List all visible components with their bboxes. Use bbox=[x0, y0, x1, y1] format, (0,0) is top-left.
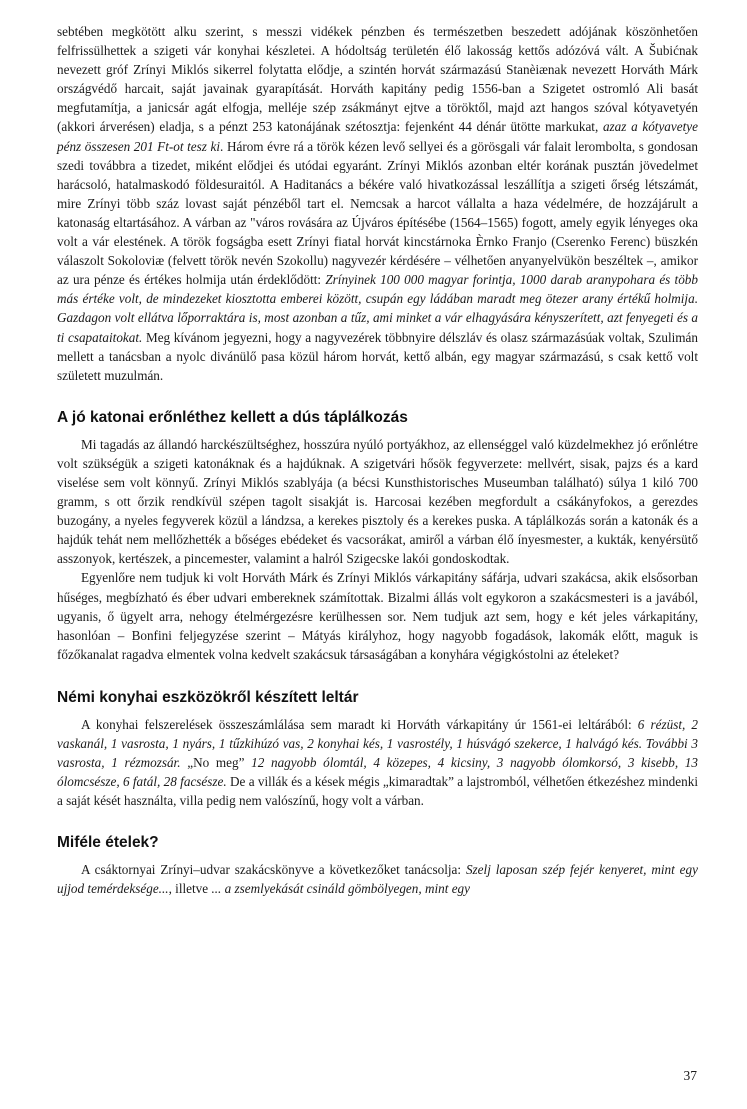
page-number: 37 bbox=[683, 1068, 697, 1083]
paragraph-inventory bbox=[57, 715, 698, 810]
paragraph-intro-italic-1: azaz a kótyavetye pénz összesen 201 Ft-ot tesz ki bbox=[57, 119, 698, 154]
page-body bbox=[57, 22, 698, 899]
paragraph-inventory-text-2: „No meg” bbox=[180, 755, 252, 771]
paragraph-intro bbox=[57, 22, 698, 385]
paragraph-cooks: Egyenlőre nem tudjuk ki volt Horváth Márk és Zrínyi Miklós várkapitány sáfárja, udvari szakácsa, akik elsősorban hűséges, megbízható és éber udvari embereknek számítottak. Bizalmi állás volt egykoron a szakácsmesteri is a javából, ugyanis, ő ügyelt arra, nehogy ételmérgezésre kerülhessen sor. Nem tudjuk azt sem, hogy e két jeles várkapitány, hasonlóan – Bonfini feljegyzése szerint – Mátyás királyhoz, hogy nagyobb fogadások, lakomák előtt, maguk is főzőkanalat ragadva elmentek volna kedvelt szakácsuk társaságában a konyhára végigkóstolni az ételeket? bbox=[57, 570, 698, 662]
paragraph-intro-quote: Zrínyinek 100 000 magyar forintja, 1000 darab aranypohara és több más értéke volt, de mindezeket kiosztotta emberei között, csupán egy ládában maradt meg ötezer arany értékű holmija. Gazdagon volt ellátva lőporraktára is, most azonban a tűz, ami minket a vár elhagyására kényszerített, azt fenyegeti és a ti csapataitokat. bbox=[57, 272, 698, 345]
paragraph-intro-text-1: sebtében megkötött alku szerint, s messzi vidékek pénzben és természetben beszedett adójának köszönhetően felfrissülhettek a szigeti vár konyhai készletei. A hódoltság területén élő lakosság kettős adózóvá vált. A Šubićnak nevezett gróf Zrínyi Miklós sikerrel folytatta elődje, a szintén horvát származású Stanèiænak nevezett Horváth Márk országvédő harcait, saját javainak gyarapítását. Horváth kapitány pedig 1556-ban a Szigetet ostromló Ali basát megfutamítja, a janicsár agát elfogja, melléje szép zsákmányt ejtve a töröktől, majd azt hangos szóval kótyavetyén (akkori árverésen) eladja, s a pénzt 253 katonájának szétosztja: fejenként 44 dénár ütötte markukat, bbox=[57, 24, 698, 135]
paragraph-intro-text-2: . Három évre rá a török kézen levő sellyei és a görösgali vár falait lerombolta, s gondosan szedi továbbra a tizedet, miként elődjei és utódai egyaránt. Zrínyi Miklós azonban eltér korának pusztán jövedelmet harácsoló, hatalmaskodó földesuraitól. A Haditanács a békére való hivatkozással leszállítja a szigeti őrség létszámát, mire Zrínyi több száz lovast saját pénzéből tart el. Nemcsak a harcot vállalta a haza védelmére, de hozzájárult a katonaság eltartásához. A várban az "város rovására az Újváros építésébe (1564–1565) fogott, amely egyik lényeges oka volt a vár elestének. A török fogságba esett Zrínyi fiatal horvát kincstárnoka Èrnko Franjo (Cserenko Ferenc) büszkén válaszolt Sokoloviæ (felvett török nevén Szokollu) nagyvezér kérdésére – vélhetően anyanyelvükön beszéltek –, amikor az ura pénze és értékes holmija után érdeklődött: bbox=[57, 138, 699, 288]
section-heading-inventory: Némi konyhai eszközökről készített leltár bbox=[57, 688, 359, 706]
paragraph-dishes bbox=[57, 860, 698, 898]
paragraph-dishes-text-2: , illetve bbox=[168, 881, 212, 897]
paragraph-inventory-list-2: 12 nagyobb ólomtál, 4 közepes, 4 kicsiny, 3 nagyobb ólomkorsó, 3 kisebb, 13 ólomcsésze, 6 fatál, 28 facsésze. bbox=[57, 755, 698, 790]
paragraph-dishes-quote-1: Szelj laposan szép fejér kenyeret, mint egy ujjod temérdeksége... bbox=[57, 862, 698, 897]
paragraph-dishes-text-1: A csáktornyai Zrínyi–udvar szakácskönyve a következőket tanácsolja: bbox=[81, 862, 466, 878]
paragraph-inventory-text-1: A konyhai felszerelések összeszámlálása sem maradt ki Horváth várkapitány úr 1561-ei leltárából: bbox=[81, 716, 638, 732]
section-heading-nutrition: A jó katonai erőnléthez kellett a dús táplálkozás bbox=[57, 408, 408, 426]
paragraph-nutrition: Mi tagadás az állandó harckészültséghez, hosszúra nyúló portyákhoz, az ellenséggel való küzdelmekhez jó erőnlétre volt szükségük a szigeti katonáknak és a hajdúknak. A szigetvári hősök fegyverzete: mellvért, sisak, pajzs és a kard viselése sem volt könnyű. Zrínyi Miklós szablyája (a bécsi Kunsthistorisches Museumban található) súlya 1 kiló 700 gramm, s ott őrzik rendkívül szépen tagolt sisakját is. Harcosai kezében megfordult a csákányfokos, a gerezdes buzogány, a nyeles fegyverek közül a lándzsa, a kerekes pisztoly és a kerekes puska. A táplálkozás során a katonák és a hajdúk tehát nem mellőzhették a bőséges ebédeket és vacsorákat, amiről a várban élő ínyesmester, a kukták, kenyérsütő asszonyok, kertészek, a pincemester, valamint a halról Szigecske lakói gondoskodtak. bbox=[57, 436, 698, 567]
paragraph-intro-text-3: Meg kívánom jegyezni, hogy a nagyvezérek többnyire délszláv és olasz származásúak voltak, Szulimán mellett a tanácsban a nyolc divánülő pasa közül három horvát, kettő albán, egy magyar származású, s csak kettő volt született muzulmán. bbox=[57, 329, 698, 383]
paragraph-inventory-list-1: 6 rézüst, 2 vaskanál, 1 vasrosta, 1 nyárs, 1 tűzkihúzó vas, 2 konyhai kés, 1 vasrostély, 1 húsvágó szekerce, 1 halvágó kés. További 3 vasrosta, 1 rézmozsár. bbox=[57, 716, 698, 771]
section-heading-dishes: Miféle ételek? bbox=[57, 834, 159, 852]
paragraph-inventory-text-3: De a villák és a kések mégis „kimaradtak” a lajstromból, vélhetően étkezéshez mindenki a saját kését használta, villa pedig nem valószínű, hogy volt a várban. bbox=[57, 774, 698, 809]
paragraph-dishes-quote-2: ... a zsemlyekását csináld gömbölyegen, mint egy bbox=[211, 881, 470, 897]
